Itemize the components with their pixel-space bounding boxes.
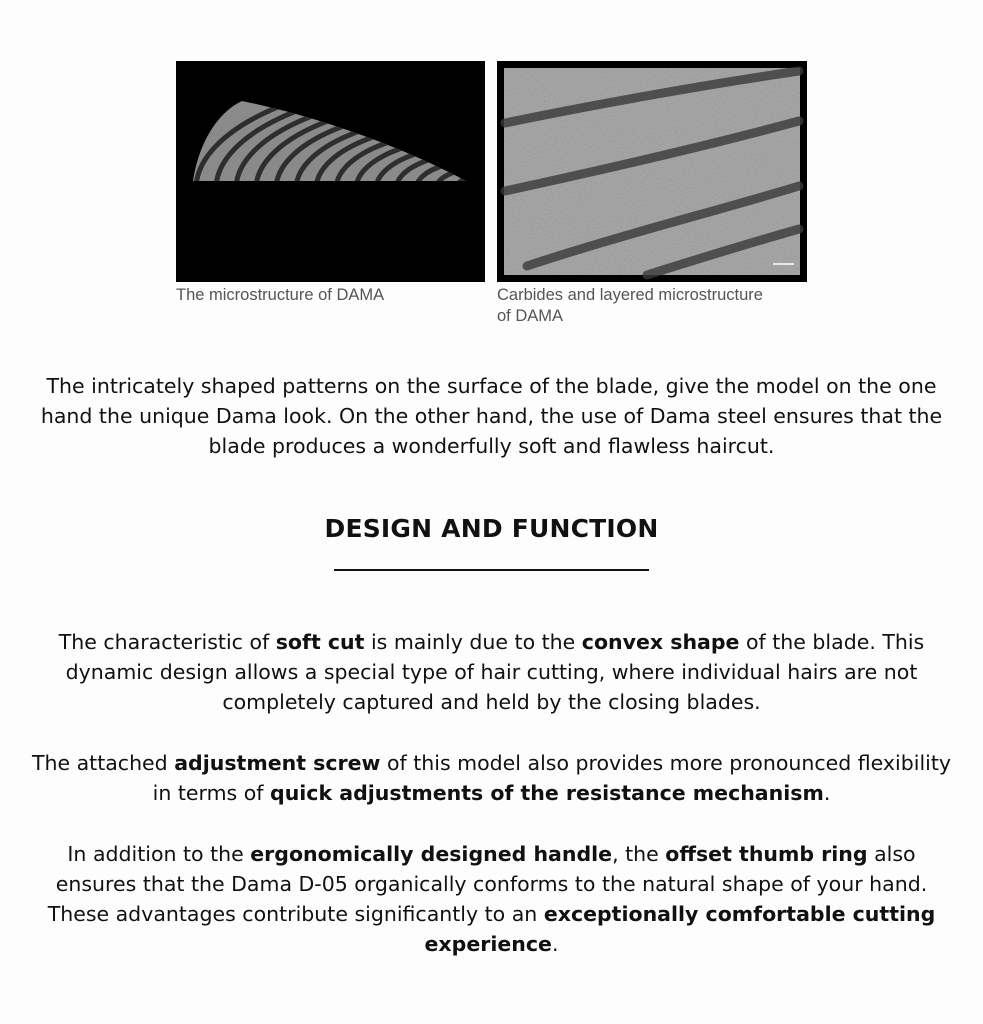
bold-run: soft cut [275,630,365,654]
section-title: DESIGN AND FUNCTION [324,514,659,543]
bold-run: offset thumb ring [665,842,868,866]
text-run: The characteristic of [58,630,276,654]
bold-run: exceptionally comfortable cutting experience [424,902,936,956]
design-paragraph-ergonomics [30,839,953,959]
figure-caption-right: Carbides and layered microstructure of DAMA [497,286,763,325]
layered-microstructure-graphic [497,61,807,282]
text-run: is mainly due to the [364,630,582,654]
blade-cross-section-graphic [176,61,485,282]
text-run: , the [612,842,666,866]
figure-microstructure [176,61,485,306]
design-paragraph-adjustment-screw [30,748,953,808]
intro-paragraph: The intricately shaped patterns on the surface of the blade, give the model on the one hand the unique Dama look. On the other hand, the use of Dama steel ensures that the blade produces a wonderfully soft and flawless haircut. [40,374,943,458]
text-run: of the blade. This dynamic design allows a special type of hair cutting, where individual hairs are not completely captured and held by the closing blades. [65,630,925,714]
bold-run: adjustment screw [174,751,381,775]
text-run: of this model also provides more pronounced flexibility in terms of [152,751,952,805]
figure-caption-left: The microstructure of DAMA [176,286,385,304]
bold-run: ergonomically designed handle [250,842,613,866]
design-paragraph-soft-cut [30,627,953,717]
bold-run: convex shape [581,630,740,654]
text-run: The attached [31,751,175,775]
figure-carbides [497,61,807,327]
bold-run: quick adjustments of the resistance mechanism [270,781,824,805]
microstructure-image [176,61,485,282]
text-run: . [551,932,559,956]
carbides-image [497,61,807,282]
text-run: also ensures that the Dama D-05 organically conforms to the natural shape of your hand. These advantages contribute significantly to an [47,842,928,926]
text-run: In addition to the [67,842,251,866]
text-run: . [823,781,831,805]
section-divider [334,569,649,571]
